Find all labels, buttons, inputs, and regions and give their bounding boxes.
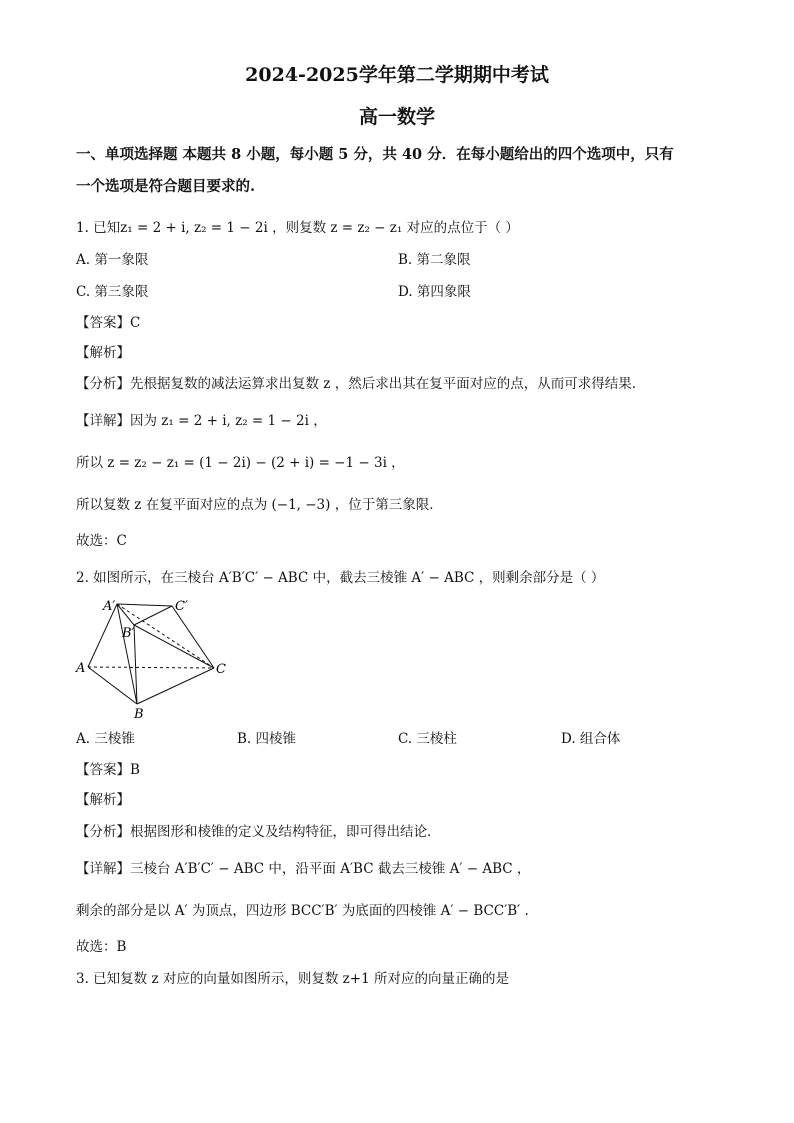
q1-stem: 1. 已知z₁ = 2 + i, z₂ = 1 − 2i ，则复数 z = z₂ − z₁ 对应的点位于（ ） [76, 220, 519, 236]
q1-option-b: B. 第二象限 [398, 252, 471, 268]
edge-a1-b [117, 604, 137, 704]
q2-stem: 2. 如图所示，在三棱台 A′B′C′ − ABC 中，截去三棱锥 A′ − ABC ，则剩余部分是（ ） [76, 570, 605, 586]
q2-answer: 【答案】B [76, 762, 140, 778]
edge-a-c-hidden [88, 667, 214, 668]
edge-b1-c1 [134, 606, 172, 625]
q2-analysis: 【分析】根据图形和棱锥的定义及结构特征，即可得出结论． [76, 824, 441, 840]
edge-a-b [88, 667, 137, 704]
q1-option-a: A. 第一象限 [76, 252, 149, 268]
label-c-prime: C′ [175, 599, 188, 614]
q2-option-c: C. 三棱柱 [398, 731, 457, 747]
edge-c1-c [172, 606, 214, 668]
q2-analysis-label: 【解析】 [76, 792, 130, 808]
q2-option-b: B. 四棱锥 [237, 731, 297, 747]
q1-option-c: C. 第三象限 [76, 284, 149, 300]
q1-choice: 故选：C [76, 533, 127, 549]
edge-b-c [137, 668, 214, 704]
label-c: C [216, 662, 226, 677]
label-a-prime: A′ [103, 599, 116, 614]
q3-stem: 3. 已知复数 z 对应的向量如图所示，则复数 z+1 所对应的向量正确的是 [76, 971, 509, 987]
section-heading-line2: 一个选项是符合题目要求的. [76, 178, 256, 195]
q2-option-a: A. 三棱锥 [76, 731, 135, 747]
exam-title: 2024-2025学年第二学期期中考试 [245, 64, 549, 86]
q1-analysis-label: 【解析】 [76, 345, 130, 361]
q1-detail-1: 【详解】因为 z₁ = 2 + i, z₂ = 1 − 2i ， [76, 413, 327, 429]
label-b-prime: B′ [122, 626, 135, 641]
q1-analysis: 【分析】先根据复数的减法运算求出复数 z ，然后求出其在复平面对应的点，从而可求得结果. [76, 376, 636, 392]
q2-option-d: D. 组合体 [561, 731, 621, 747]
exam-subtitle: 高一数学 [358, 106, 435, 128]
edge-b1-c [134, 625, 214, 668]
label-b: B [134, 707, 144, 722]
q1-detail-2: 所以 z = z₂ − z₁ = (1 − 2i) − (2 + i) = −1 − 3i ， [76, 455, 405, 471]
q2-detail-1: 【详解】三棱台 A′B′C′ − ABC 中，沿平面 A′BC 截去三棱锥 A′ − ABC ， [76, 861, 531, 877]
section-heading-line1: 一、单项选择题 本题共 8 小题，每小题 5 分，共 40 分．在每小题给出的四个选项中，只有 [76, 146, 674, 163]
frustum-figure [74, 596, 234, 722]
q1-answer: 【答案】C [76, 315, 141, 331]
q1-option-d: D. 第四象限 [398, 284, 471, 300]
q1-detail-3: 所以复数 z 在复平面对应的点为 (−1, −3) ，位于第三象限． [76, 497, 443, 513]
label-a: A [76, 661, 86, 676]
q2-choice: 故选：B [76, 939, 127, 955]
edge-a1-c1 [117, 604, 172, 606]
q2-detail-2: 剩余的部分是以 A′ 为顶点，四边形 BCC′B′ 为底面的四棱锥 A′ − BCC′B′ . [76, 903, 529, 919]
